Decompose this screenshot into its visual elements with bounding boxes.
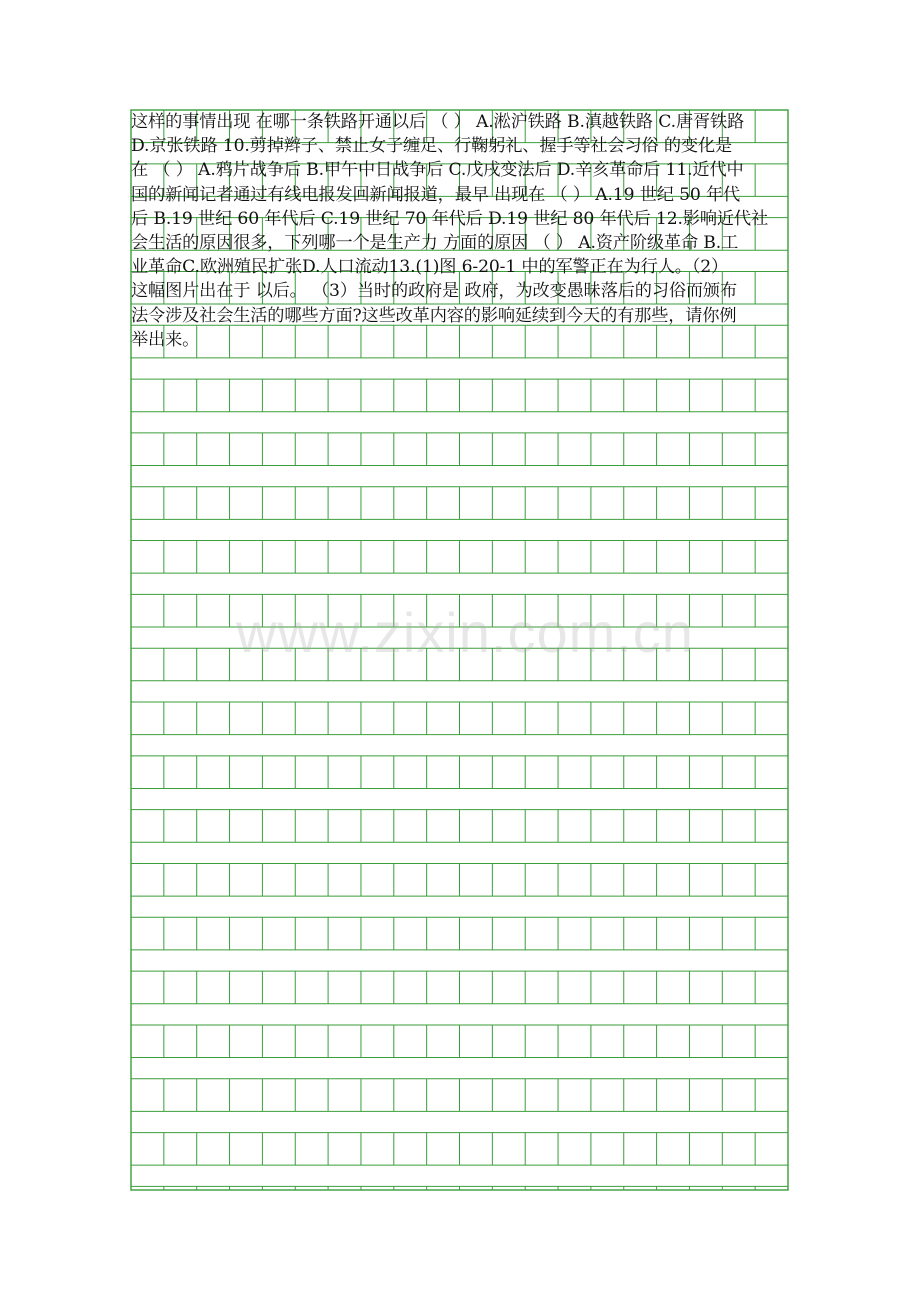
- text-line-1: 这样的事情出现 在哪一条铁路开通以后 （ ） A.淞沪铁路 B.滇越铁路 C.唐胥铁路: [131, 112, 745, 132]
- text-line-3: 在 （ ） A.鸦片战争后 B.甲午中日战争后 C.戊戌变法后 D.辛亥革命后 11.近代中: [131, 160, 744, 181]
- text-line-5: 后 B.19 世纪 60 年代后 C.19 世纪 70 年代后 D.19 世纪 80 年代后 12.影响近代社: [131, 208, 768, 229]
- text-line-6: 会生活的原因很多，下列哪一个是生产力 方面的原因 （ ） A.资产阶级革命 B.工: [131, 232, 739, 253]
- text-line-2: D.京张铁路 10.剪掉辫子、禁止女子缠足、行鞠躬礼、握手等社会习俗 的变化是: [131, 136, 733, 157]
- text-line-7: 业革命C.欧洲殖民扩张D.人口流动13.(1)图 6-20-1 中的军警正在为行人。（2）: [131, 257, 729, 278]
- question-text-block: [131, 110, 791, 352]
- text-line-4: 国的新闻记者通过有线电报发回新闻报道，最早 出现在 （ ） A.19 世纪 50 年代: [131, 184, 741, 205]
- text-line-8: 这幅图片出在于 以后。 （3）当时的政府是 政府，为改变愚昧落后的习俗而颁布: [131, 281, 738, 302]
- text-line-9: 法令涉及社会生活的哪些方面?这些改革内容的影响延续到今天的有那些，请你例: [131, 305, 737, 326]
- text-line-10: 举出来。: [131, 329, 200, 350]
- site-watermark: www.zixin.com.cn: [236, 601, 694, 664]
